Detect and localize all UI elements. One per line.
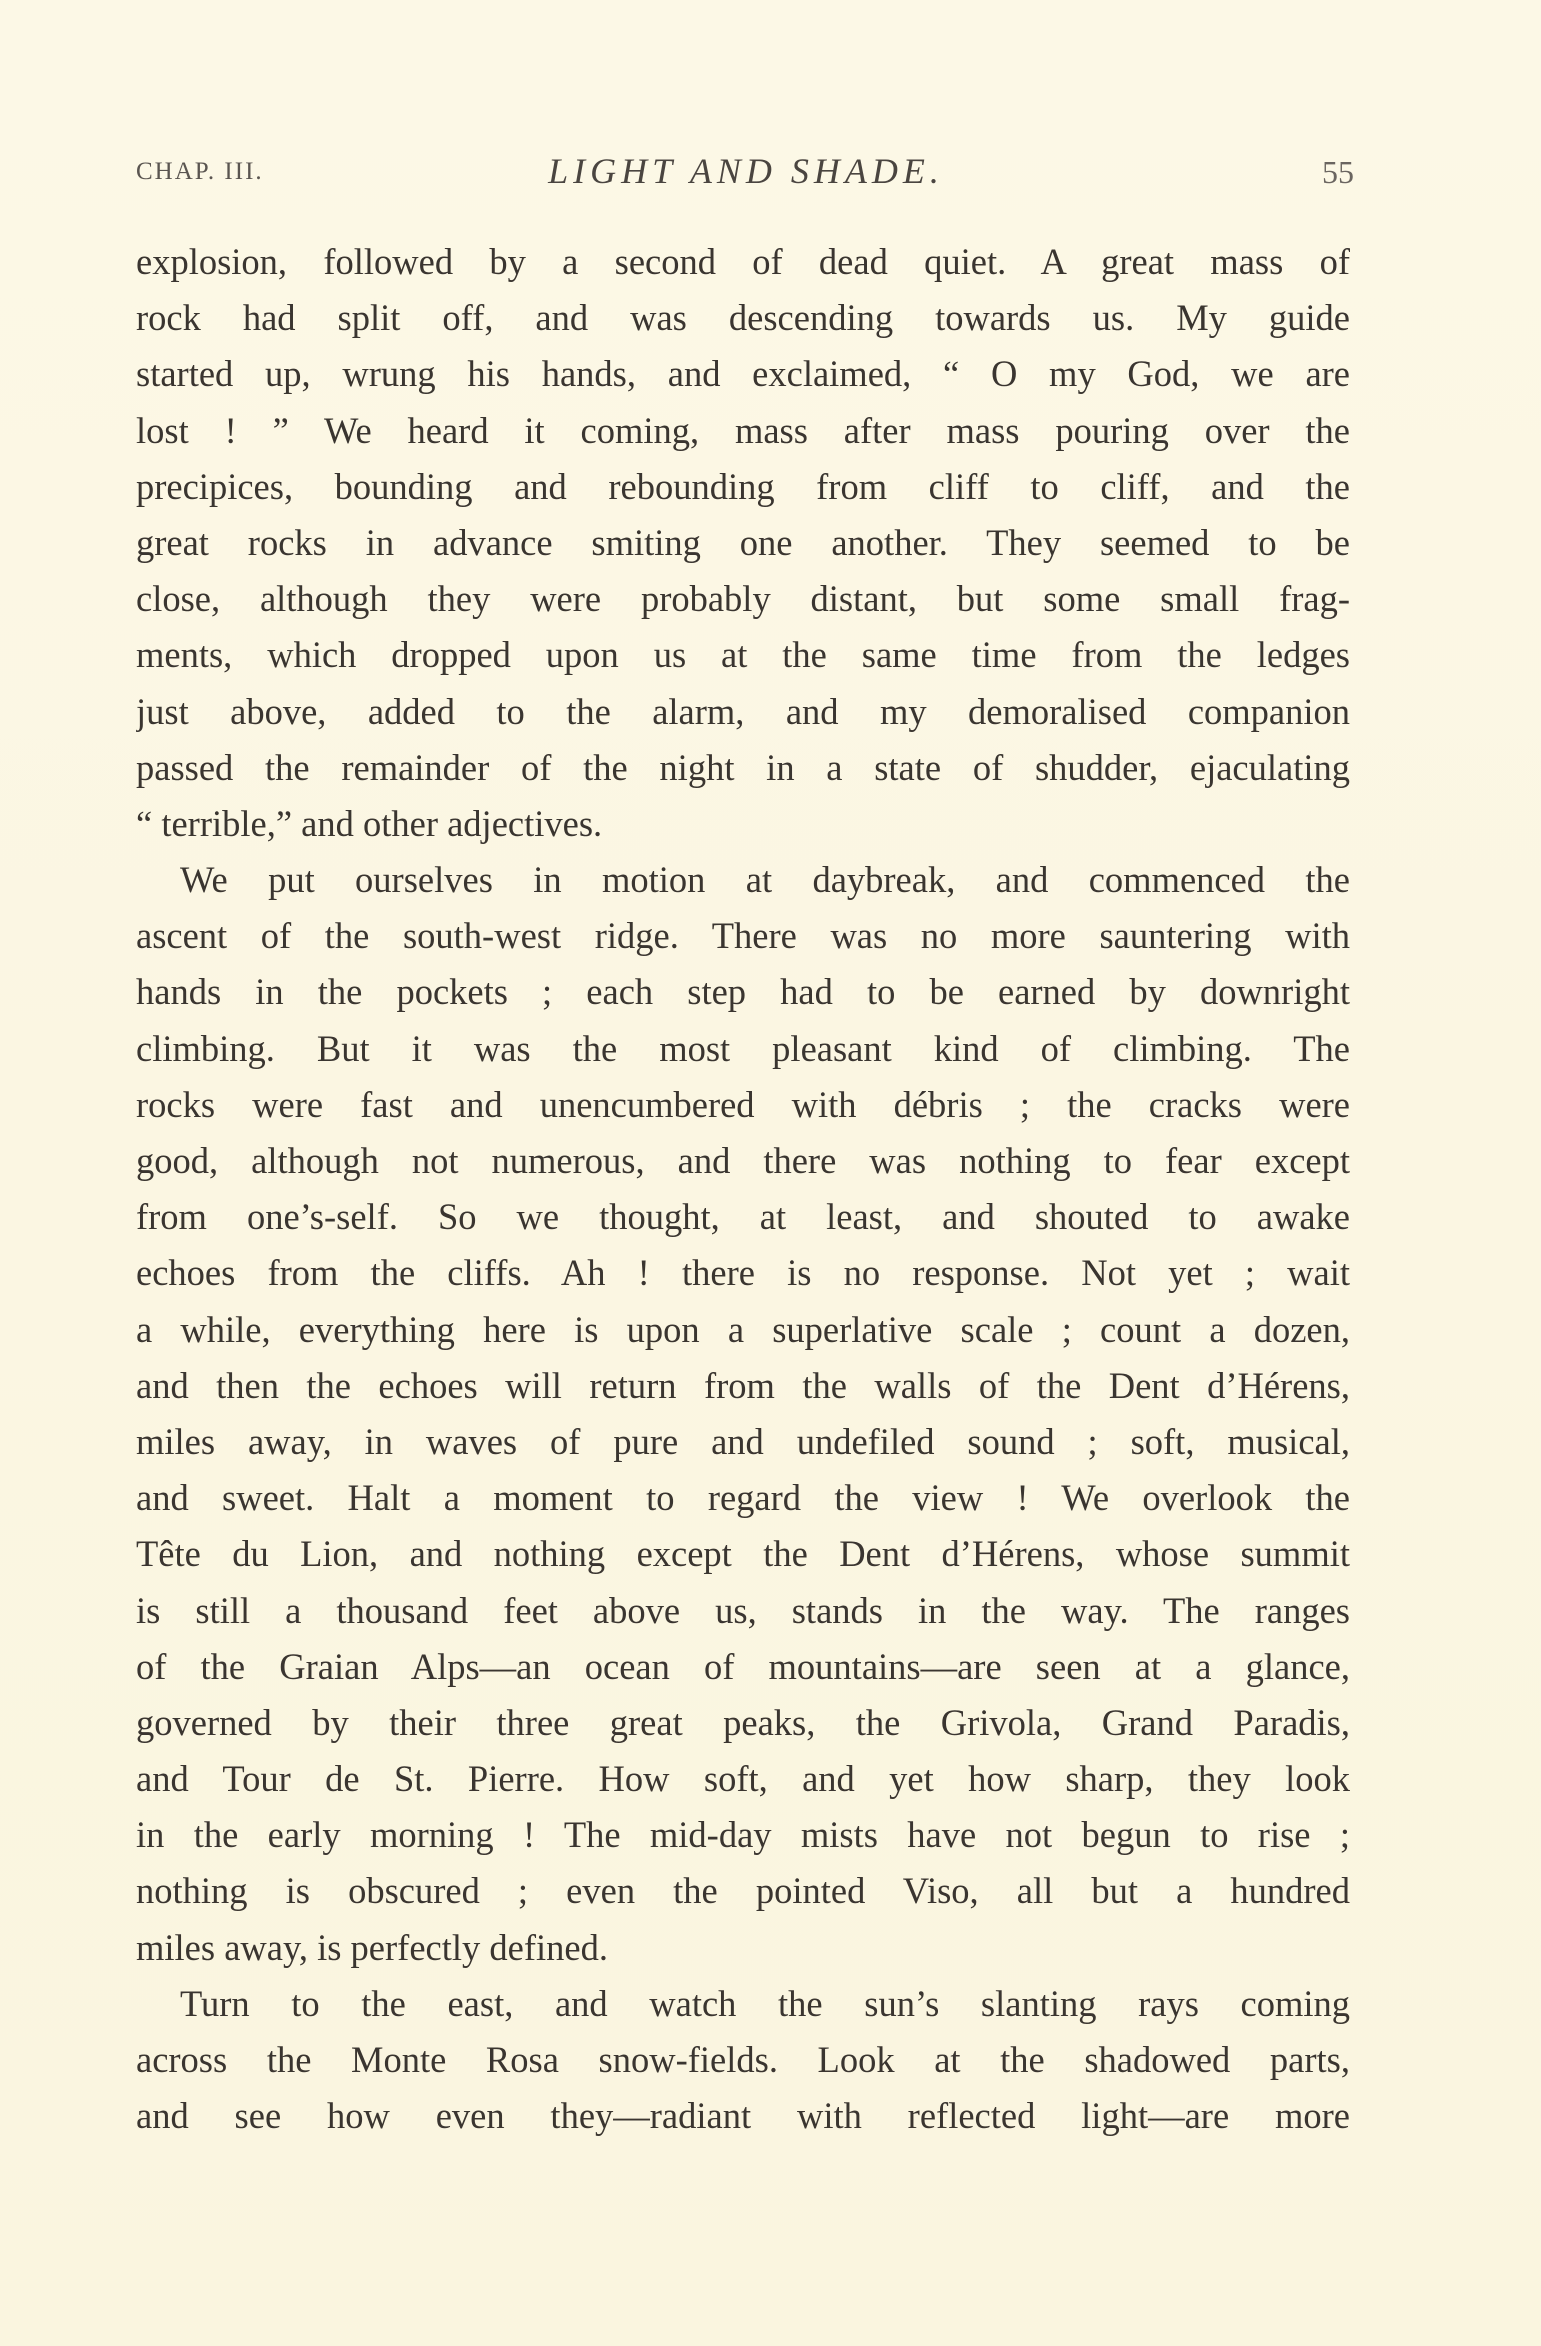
page-title: LIGHT AND SHADE. <box>548 151 944 191</box>
text-line: precipices, bounding and rebounding from cliff to cliff, and the <box>136 465 1350 507</box>
text-line: governed by their three great peaks, the Grivola, Grand Paradis, <box>136 1701 1350 1743</box>
text-line: lost ! ” We heard it coming, mass after mass pouring over the <box>136 409 1350 451</box>
text-line: hands in the pockets ; each step had to be earned by downright <box>136 971 1350 1013</box>
text-line: miles away, is perfectly defined. <box>136 1926 608 1968</box>
running-head <box>136 150 1356 200</box>
text-line: and see how even they—radiant with reflected light—are more <box>136 2095 1350 2137</box>
text-line: just above, added to the alarm, and my demoralised companion <box>136 690 1350 732</box>
text-line: Turn to the east, and watch the sun’s slanting rays coming <box>180 1982 1350 2024</box>
text-line: miles away, in waves of pure and undefiled sound ; soft, musical, <box>136 1420 1350 1462</box>
text-line: explosion, followed by a second of dead quiet. A great mass of <box>136 241 1350 282</box>
text-line: We put ourselves in motion at daybreak, and commenced the <box>180 859 1350 901</box>
text-line: Tête du Lion, and nothing except the Dent d’Hérens, whose summit <box>136 1533 1350 1575</box>
text-line: of the Graian Alps—an ocean of mountains—are seen at a glance, <box>136 1645 1350 1687</box>
chapter-label: CHAP. III. <box>136 158 264 185</box>
text-line: climbing. But it was the most pleasant kind of climbing. The <box>136 1027 1350 1069</box>
body-text <box>136 234 1350 2144</box>
text-line: nothing is obscured ; even the pointed Viso, all but a hundred <box>136 1870 1350 1912</box>
text-line: and sweet. Halt a moment to regard the view ! We overlook the <box>136 1477 1350 1519</box>
text-line: great rocks in advance smiting one another. They seemed to be <box>136 521 1350 563</box>
page-number: 55 <box>1322 154 1354 190</box>
text-line: a while, everything here is upon a superlative scale ; count a dozen, <box>136 1308 1350 1350</box>
text-line: is still a thousand feet above us, stands in the way. The ranges <box>136 1589 1350 1631</box>
text-line: “ terrible,” and other adjectives. <box>136 802 603 844</box>
text-line: rock had split off, and was descending towards us. My guide <box>136 297 1350 339</box>
text-line: ments, which dropped upon us at the same time from the ledges <box>136 634 1350 676</box>
text-line: passed the remainder of the night in a state of shudder, ejaculating <box>136 746 1350 788</box>
text-line: good, although not numerous, and there was nothing to fear except <box>136 1140 1350 1181</box>
text-line: and Tour de St. Pierre. How soft, and yet how sharp, they look <box>136 1758 1350 1800</box>
text-line: across the Monte Rosa snow-fields. Look at the shadowed parts, <box>136 2039 1350 2080</box>
text-line: close, although they were probably distant, but some small frag- <box>136 578 1350 620</box>
text-line: in the early morning ! The mid-day mists have not begun to rise ; <box>136 1814 1350 1856</box>
text-line: from one’s-self. So we thought, at least, and shouted to awake <box>136 1196 1350 1238</box>
text-line: started up, wrung his hands, and exclaimed, “ O my God, we are <box>136 353 1350 395</box>
text-line: and then the echoes will return from the walls of the Dent d’Hérens, <box>136 1364 1350 1406</box>
text-line: ascent of the south-west ridge. There was no more sauntering with <box>136 915 1350 957</box>
text-line: rocks were fast and unencumbered with débris ; the cracks were <box>136 1083 1350 1125</box>
text-line: echoes from the cliffs. Ah ! there is no response. Not yet ; wait <box>136 1252 1350 1294</box>
